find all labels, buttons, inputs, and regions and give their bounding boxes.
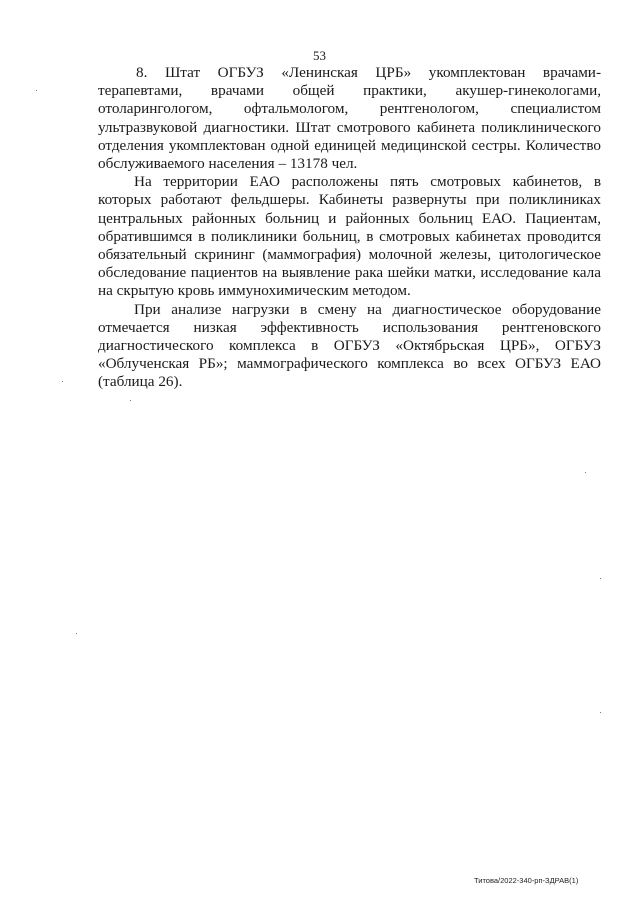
- scan-speck: [130, 400, 131, 401]
- scan-speck: [600, 712, 601, 713]
- scan-speck: [585, 472, 586, 473]
- scan-speck: [76, 633, 77, 634]
- paragraph-staffing: 8. Штат ОГБУЗ «Ленинская ЦРБ» укомплектован врачами-терапевтами, врачами общей практики, акушер-гинекологами, отоларингологом, офтальмологом, рентгенологом, специалистом ультразвуковой диагностики. Штат смотрового кабинета поликлинического отделения укомплектован одной единицей медицинской сестры. Количество обслуживаемого населения – 13178 чел.: [98, 64, 601, 173]
- paragraph-examination-rooms: На территории ЕАО расположены пять смотровых кабинетов, в которых работают фельдшеры. Кабинеты развернуты при поликлиниках центральных районных больниц и районных больниц ЕАО. Пациентам, обратившимся в поликлиники больниц, в смотровых кабинетах проводится обязательный скрининг (маммография) молочной железы, цитологическое обследование пациентов на выявление рака шейки матки, исследование кала на скрытую кровь иммунохимическим методом.: [98, 173, 601, 300]
- page-number: 53: [313, 48, 326, 63]
- footer-document-code: Титова/2022-340-рп-ЗДРАВ(1): [474, 876, 579, 885]
- body-text: [98, 64, 601, 392]
- scan-speck: [62, 381, 63, 382]
- scan-speck: [36, 90, 37, 91]
- paragraph-equipment-load: При анализе нагрузки в смену на диагностическое оборудование отмечается низкая эффективность использования рентгеновского диагностического комплекса в ОГБУЗ «Октябрьская ЦРБ», ОГБУЗ «Облученская РБ»; маммографического комплекса во всех ОГБУЗ ЕАО (таблица 26).: [98, 300, 601, 391]
- scan-speck: [600, 578, 601, 579]
